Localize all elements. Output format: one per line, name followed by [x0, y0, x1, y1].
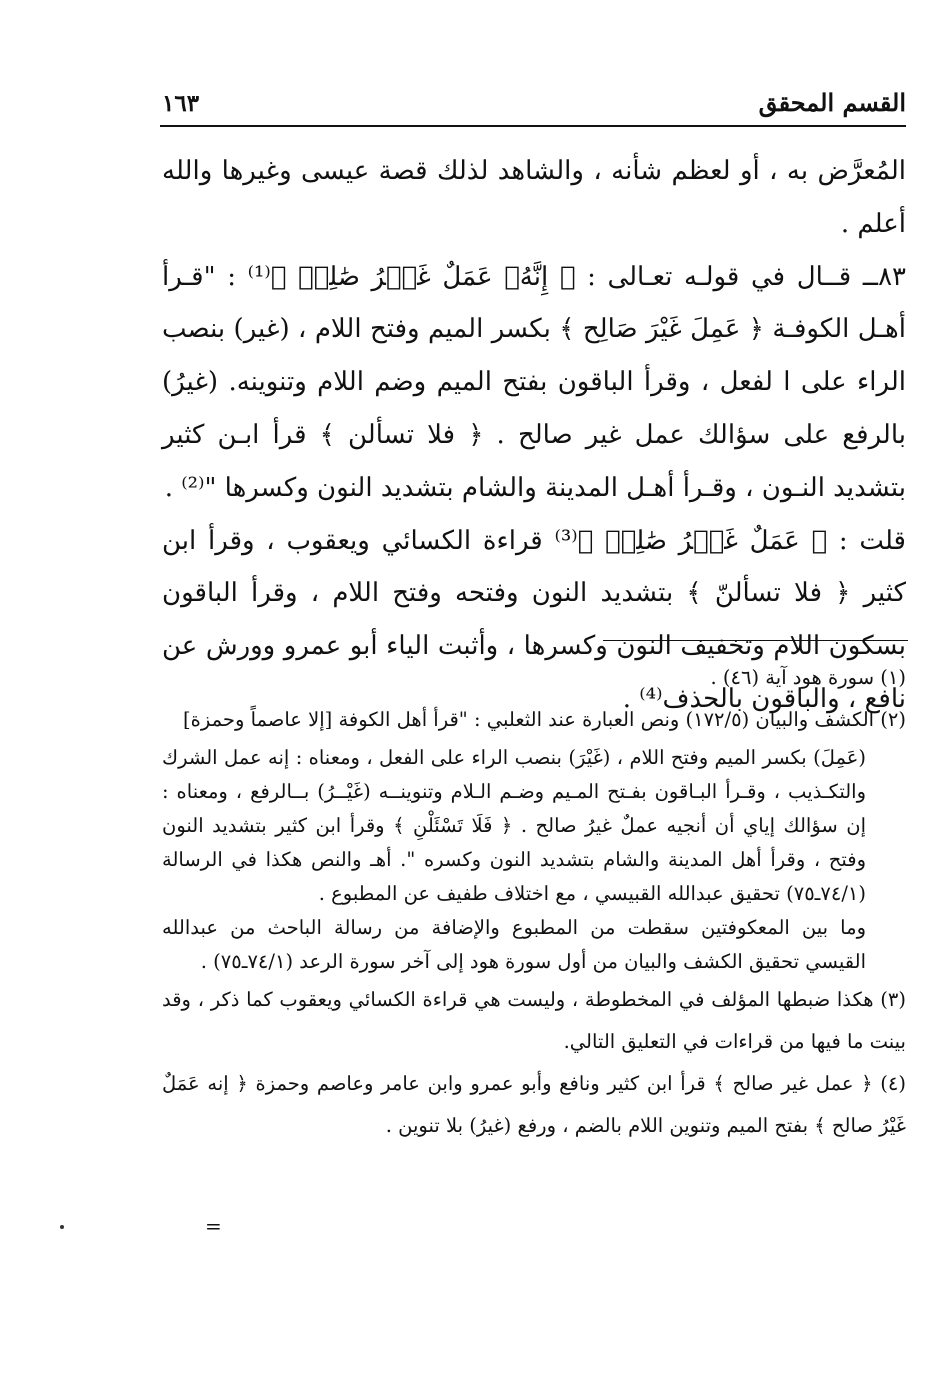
header-rule [160, 125, 906, 127]
main-text [162, 145, 906, 726]
continuation-mark: = [205, 1214, 222, 1238]
footnotes [162, 657, 906, 1147]
footnote-1: (١) سورة هود آية (٤٦) . [710, 666, 906, 689]
paragraph-continuation: المُعرَّض به ، أو لعظم شأنه ، والشاهد لذلك قصة عيسى وغيرها والله أعلم . [162, 156, 906, 239]
footnote-2: (٢) الكشف والبيان (١٧٢/٥) ونص العبارة عند الثعلبي : "قرأ أهل الكوفة [إلا عاصماً وحمزة] [183, 708, 906, 731]
paragraph-83: ٨٣ــ قــال في قولـه تعـالى : ﴿ إِنَّهُۥ عَمَلٌ غَيۡرُ صَٰلِحٖ ﴾⁽¹⁾ : "قـرأ أهـل الكوفـة ﴿ عَمِلَ غَيْرَ صَالِح ﴾ بكسر الميم وفتح اللام ، (غير) بنصب الراء على ا لفعل ، وقرأ الباقون بفتح الميم وضم اللام وتنوينه. (غيرُ) بالرفع على سؤالك عمل غير صالح . ﴿ فلا تسألن ﴾ قرأ ابـن كثير بتشديد النـون ، وقـرأ أهـل المدينة والشام بتشديد النون وكسرها "⁽²⁾ . [162, 261, 906, 503]
paragraph-commentary: قلت : ﴿ عَمَلٌ غَيۡرُ صَٰلِحٖ ﴾⁽³⁾ قراءة الكسائي ويعقوب ، وقرأ ابن كثير ﴿ فلا تسألنّ ﴾ بتشديد النون وفتحه وفتح اللام ، وقرأ الباقون بسكون اللام وتخفيف النون وكسرها ، وأثبت الياء أبو عمرو وورش عن نافع ، والباقون بالحذف⁽⁴⁾ . [162, 525, 906, 714]
footnote-separator [603, 640, 908, 641]
running-title: القسم المحقق [758, 88, 906, 117]
running-header [160, 84, 906, 124]
footnote-2-quote: (عَمِلَ) بكسر الميم وفتح اللام ، (غَيْرَ) بنصب الراء على الفعل ، ومعناه : إنه عمل الشرك والتكـذيب ، وقـرأ البـاقون بفـتح المـيم وضـم الـلام وتنوينــه (غَيْــرُ) بــالرفع ، ومعناه : إن سؤالك إياي أن أنجيه عملٌ غيرُ صالح . ﴿ فَلَا تَسْئَلْنِ ﴾ وقرأ ابن كثير بتشديد النون وفتح ، وقرأ أهل المدينة والشام بتشديد النون وكسره ". أهـ والنص هكذا في الرسالة (٧٤/١ـ٧٥) تحقيق عبدالله القبيسي ، مع اختلاف طفيف عن المطبوع . [162, 746, 866, 905]
page-number: ١٦٣ [162, 90, 200, 117]
footnote-4: (٤) ﴿ عمل غير صالح ﴾ قرأ ابن كثير ونافع وأبو عمرو وابن عامر وعاصم وحمزة ﴿ إنه عَمَلٌ غَيْرُ صالح ﴾ بفتح الميم وتنوين اللام بالضم ، ورفع (غيرُ) بلا تنوين . [162, 1072, 906, 1137]
scan-speck [60, 1225, 64, 1229]
footnote-3: (٣) هكذا ضبطها المؤلف في المخطوطة ، وليست هي قراءة الكسائي ويعقوب كما ذكر ، وقد بينت ما فيها من قراءات في التعليق التالي. [162, 988, 906, 1053]
footnote-2-note: وما بين المعكوفتين سقطت من المطبوع والإضافة من رسالة الباحث من عبدالله القيسي تحقيق الكشف والبيان من أول سورة هود إلى آخر سورة الرعد (٧٤/١ـ٧٥) . [162, 916, 866, 973]
